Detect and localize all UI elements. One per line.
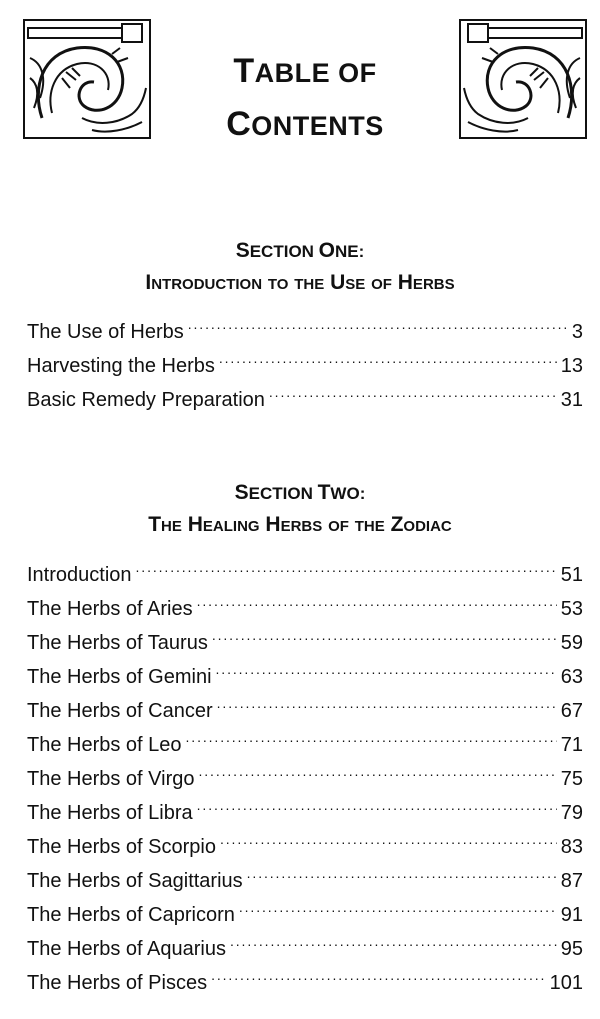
section-two-toc (27, 558, 583, 1000)
leader-dots (217, 697, 557, 717)
acanthus-leaf-corner-icon (458, 18, 588, 140)
title-line-1 (160, 48, 450, 101)
toc-entry-label: The Herbs of Aquarius (27, 938, 226, 960)
title-line-2-cap: C (226, 105, 252, 143)
section-one-toc (27, 315, 583, 417)
toc-entry[interactable] (27, 864, 583, 898)
section-one-heading-rest-1: ECTION (249, 242, 319, 261)
toc-entry-label: The Use of Herbs (27, 321, 184, 343)
toc-entry[interactable] (27, 728, 583, 762)
section-two-heading-line-1 (0, 478, 600, 510)
leader-dots (247, 867, 557, 887)
leader-dots (197, 799, 557, 819)
toc-entry-page: 87 (560, 870, 583, 892)
toc-entry[interactable] (27, 898, 583, 932)
toc-entry[interactable] (27, 796, 583, 830)
toc-entry-label: Basic Remedy Preparation (27, 389, 265, 411)
toc-entry-page: 79 (560, 802, 583, 824)
toc-entry-label: The Herbs of Gemini (27, 666, 212, 688)
title-line-2 (160, 101, 450, 154)
toc-entry-label: The Herbs of Capricorn (27, 904, 235, 926)
section-two-heading-line-2: The Healing Herbs of the Zodiac (148, 513, 452, 536)
toc-entry-page: 75 (560, 768, 583, 790)
leader-dots (188, 318, 568, 338)
toc-entry-page: 101 (549, 972, 583, 994)
title-line-1-cap: T (233, 52, 255, 90)
leader-dots (216, 663, 557, 683)
page-header (0, 0, 600, 150)
section-two-heading-cap-1: S (234, 481, 249, 504)
section-two-heading-rest-1: ECTION (248, 484, 318, 503)
section-one-heading-line-2: Introduction to the Use of Herbs (145, 271, 455, 294)
section-one-heading-rest-2: NE: (335, 242, 365, 261)
toc-entry-page: 51 (560, 564, 583, 586)
leader-dots (269, 386, 557, 406)
toc-entry[interactable] (27, 660, 583, 694)
toc-entry-page: 91 (560, 904, 583, 926)
toc-entry-page: 3 (571, 321, 583, 343)
toc-entry-page: 59 (560, 632, 583, 654)
toc-entry-label: Harvesting the Herbs (27, 355, 215, 377)
leader-dots (199, 765, 557, 785)
toc-entry-label: The Herbs of Scorpio (27, 836, 216, 858)
toc-entry-label: The Herbs of Pisces (27, 972, 208, 994)
toc-entry-page: 31 (560, 389, 583, 411)
toc-entry[interactable] (27, 592, 583, 626)
leader-dots (219, 352, 557, 372)
toc-entry-label: The Herbs of Cancer (27, 700, 213, 722)
toc-entry[interactable] (27, 349, 583, 383)
toc-entry-page: 63 (560, 666, 583, 688)
title-line-1-rest: ABLE OF (254, 58, 377, 88)
toc-entry-page: 67 (560, 700, 583, 722)
toc-entry[interactable] (27, 558, 583, 592)
toc-entry-label: The Herbs of Leo (27, 734, 182, 756)
toc-entry[interactable] (27, 315, 583, 349)
title-line-2-rest: ONTENTS (251, 111, 384, 141)
leader-dots (212, 629, 557, 649)
leader-dots (136, 561, 557, 581)
section-one-heading-cap-1: S (235, 239, 250, 262)
toc-entry[interactable] (27, 932, 583, 966)
toc-entry[interactable] (27, 762, 583, 796)
section-one-heading-cap-2: O (318, 239, 336, 262)
toc-entry-page: 71 (560, 734, 583, 756)
section-one-heading (0, 236, 600, 298)
toc-entry-label: The Herbs of Sagittarius (27, 870, 243, 892)
toc-entry[interactable] (27, 966, 583, 1000)
toc-entry-label: The Herbs of Virgo (27, 768, 195, 790)
section-two-heading-rest-2: WO: (330, 484, 366, 503)
section-two-heading-cap-2: T (317, 481, 331, 504)
acanthus-leaf-corner-icon (22, 18, 152, 140)
leader-dots (239, 901, 557, 921)
toc-entry[interactable] (27, 830, 583, 864)
toc-entry-page: 13 (560, 355, 583, 377)
toc-entry-label: The Herbs of Libra (27, 802, 193, 824)
toc-entry-page: 95 (560, 938, 583, 960)
section-two-heading (0, 478, 600, 540)
toc-entry-page: 83 (560, 836, 583, 858)
toc-entry[interactable] (27, 383, 583, 417)
toc-entry[interactable] (27, 694, 583, 728)
toc-entry-page: 53 (560, 598, 583, 620)
section-one-heading-line-1 (0, 236, 600, 268)
toc-entry-label: Introduction (27, 564, 132, 586)
page-title (160, 48, 450, 154)
toc-entry[interactable] (27, 626, 583, 660)
leader-dots (211, 969, 546, 989)
leader-dots (230, 935, 557, 955)
leader-dots (186, 731, 557, 751)
leader-dots (220, 833, 557, 853)
toc-entry-label: The Herbs of Aries (27, 598, 193, 620)
toc-entry-label: The Herbs of Taurus (27, 632, 208, 654)
leader-dots (197, 595, 557, 615)
